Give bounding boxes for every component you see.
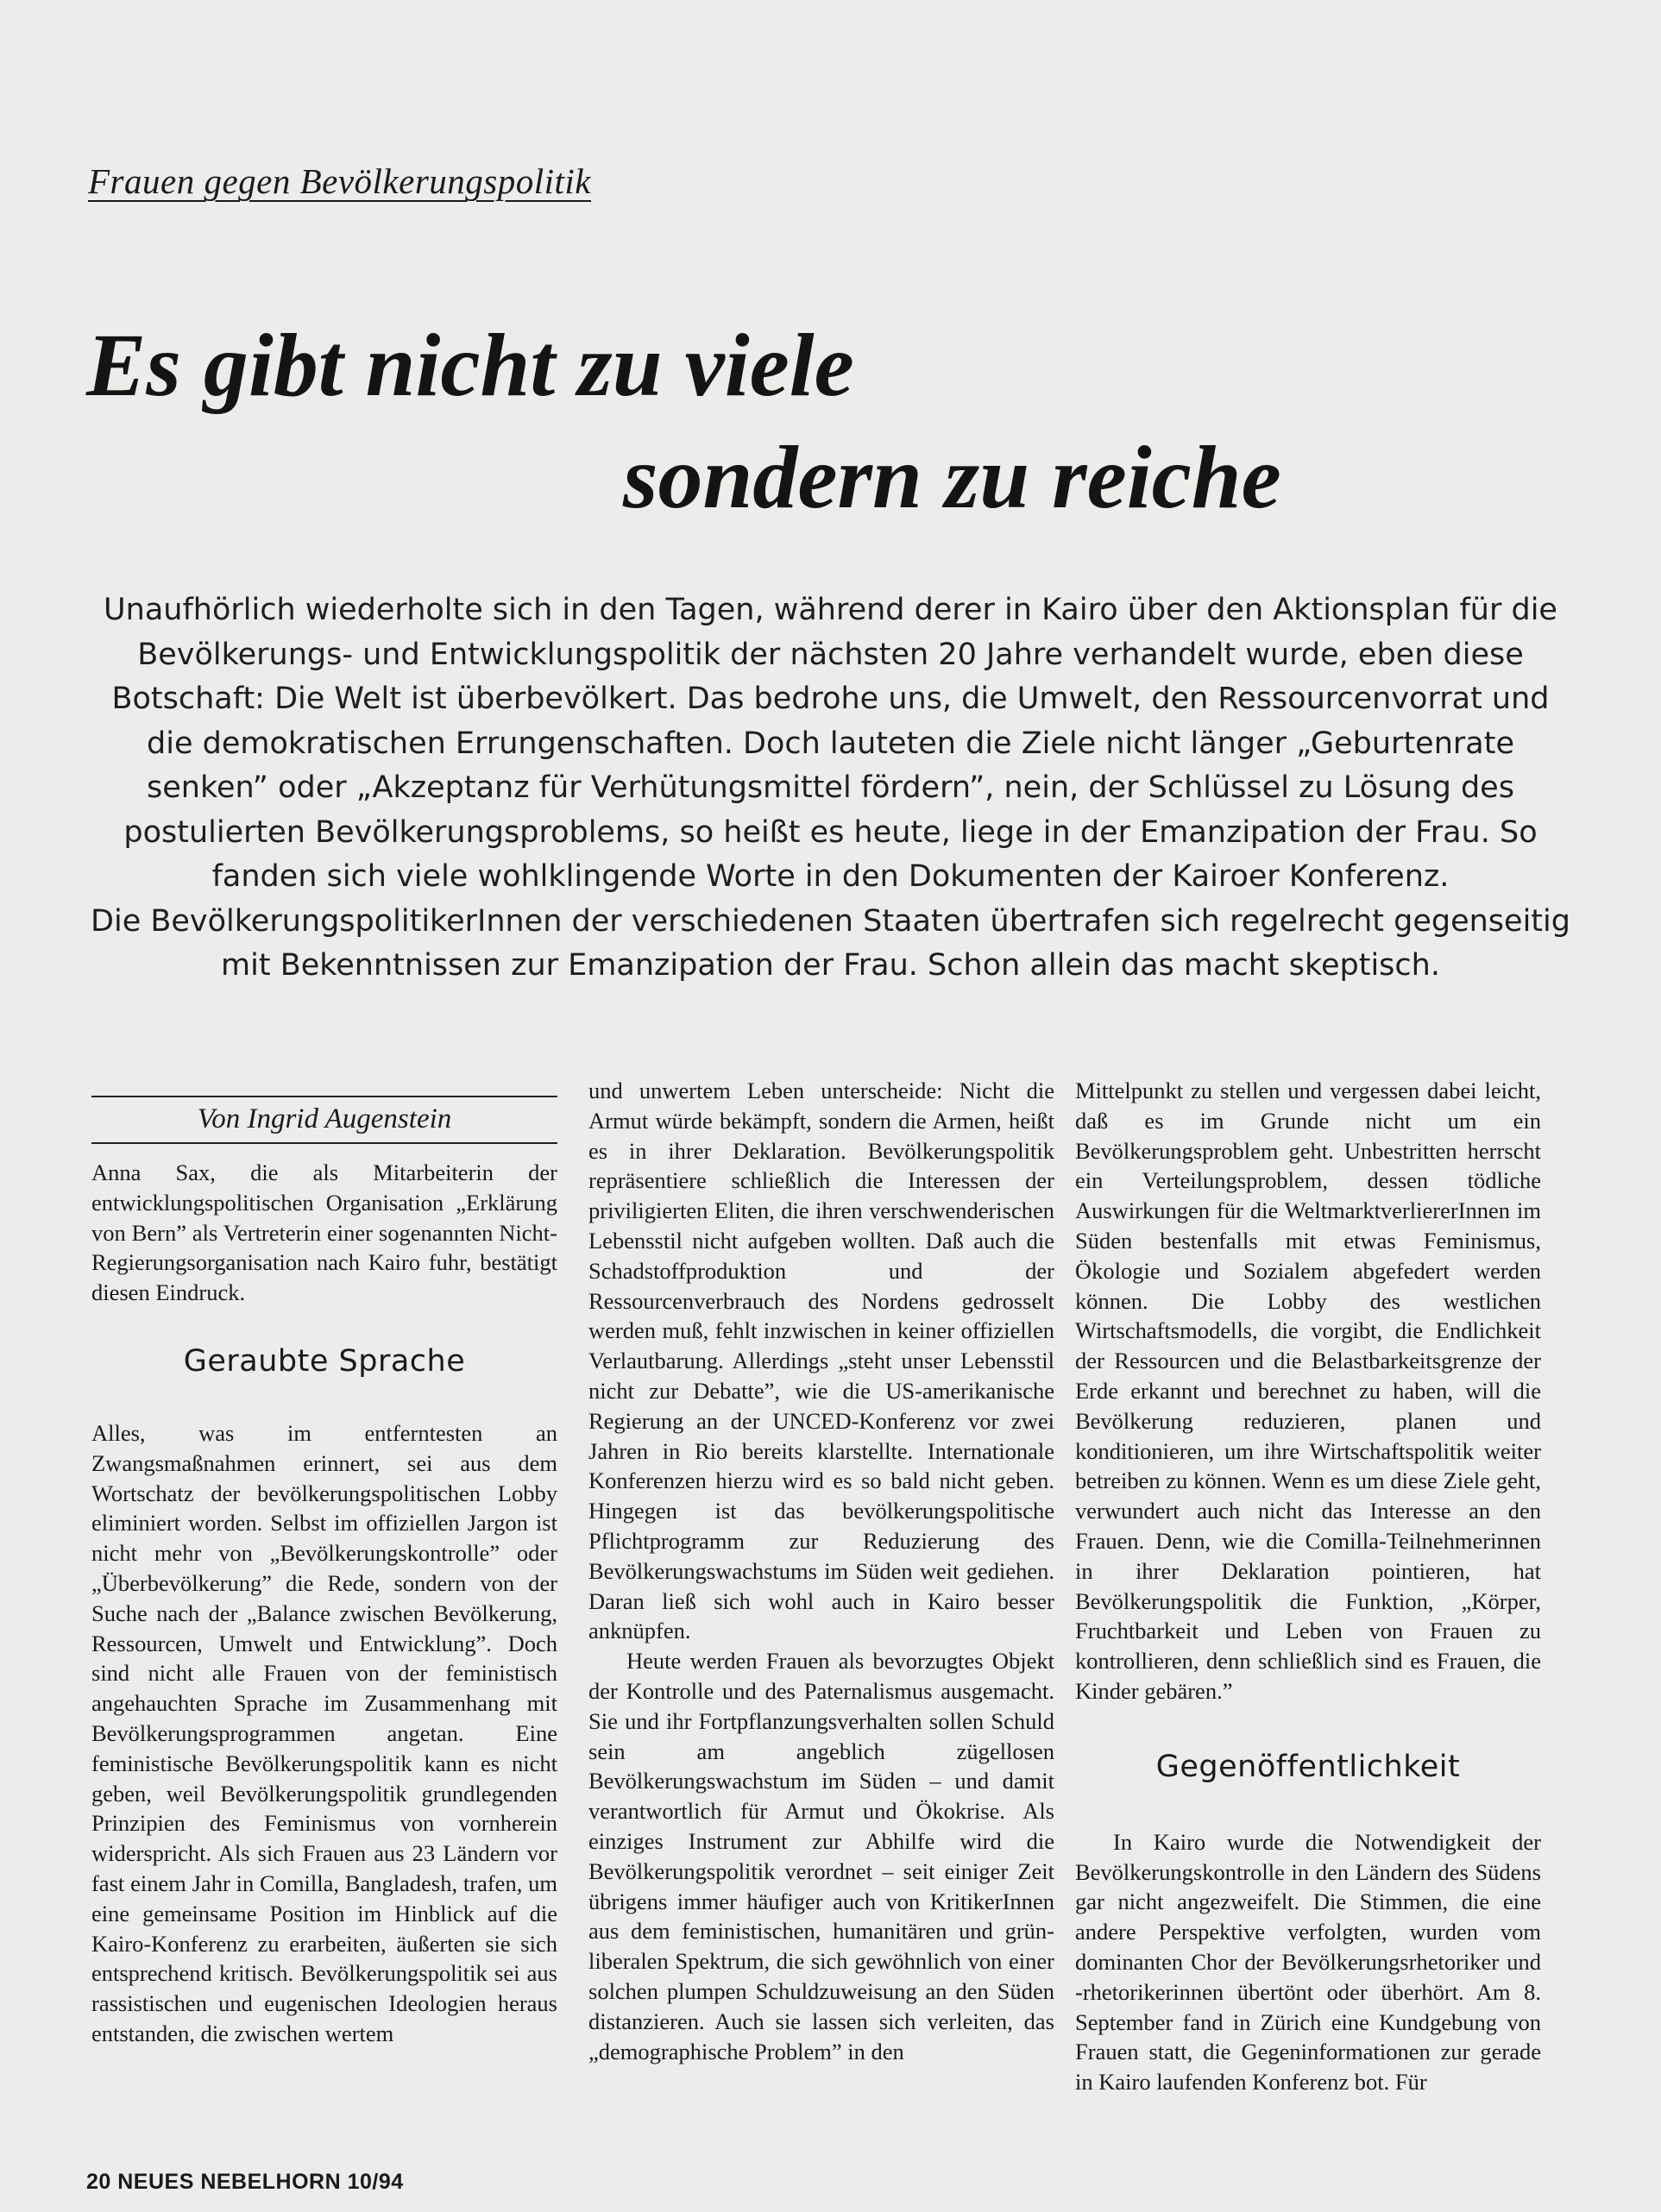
article-column-1: [91, 1076, 557, 2049]
body-paragraph: In Kairo wurde die Notwendigkeit der Bevölkerungskontrolle in den Ländern des Südens gar nicht angezweifelt. Die Stimmen, die eine andere Perspektive verfolgten, wurden vom dominanten Chor der Bevölkerungsrhetoriker und -rhetorikerinnen übertönt oder überhört. Am 8. September fand in Zürich eine Kundgebung von Frauen statt, die Gegeninformationen zur gerade in Kairo laufenden Konferenz bot. Für: [1075, 1828, 1541, 2096]
subheading-gegenoeffentlichkeit: Gegenöffentlichkeit: [1155, 1749, 1461, 1784]
body-paragraph: Mittelpunkt zu stellen und vergessen dabei leicht, daß es im Grunde nicht um ein Bevölkerungsproblem geht. Unbestritten herrscht ein Verteilungsproblem, dessen tödliche Auswirkungen für die WeltmarktverliererInnen im Süden bestenfalls mit etwas Feminismus, Ökologie und Sozialem abgefedert werden können. Die Lobby des westlichen Wirtschaftsmodells, die vorgibt, die Endlichkeit der Ressourcen und die Belastbarkeitsgrenze der Erde erkannt und berechnet zu haben, will die Bevölkerung reduzieren, planen und konditionieren, um ihre Wirtschaftspolitik weiter betreiben zu können. Wenn es um diese Ziele geht, verwundert auch nicht das Interesse an den Frauen. Denn, wie die Comilla-Teilnehmerinnen in ihrer Deklaration pointieren, hat Bevölkerungspolitik die Funktion, „Körper, Fruchtbarkeit und Leben von Frauen zu kontrollieren, denn schließlich sind es Frauen, die Kinder gebären.”: [1075, 1078, 1541, 1704]
headline-line-2: sondern zu reiche: [623, 428, 1281, 527]
page-footer: 20 NEUES NEBELHORN 10/94: [86, 2170, 404, 2194]
subheading-geraubte-sprache: Geraubte Sprache: [183, 1343, 466, 1379]
headline-line-1: Es gibt nicht zu viele: [86, 316, 854, 415]
body-paragraph: Alles, was im entferntesten an Zwangsmaßnahmen erinnert, sei aus dem Wortschatz der bevölkerungspolitischen Lobby eliminiert worden. Selbst im offiziellen Jargon ist nicht mehr von „Bevölkerungskontrolle” oder „Überbevölkerung” die Rede, sondern von der Suche nach der „Balance zwischen Bevölkerung, Ressourcen, Umwelt und Entwicklung”. Doch sind nicht alle Frauen von der feministisch angehauchten Sprache im Zusammenhang mit Bevölkerungsprogrammen angetan. Eine feministische Bevölkerungspolitik kann es nicht geben, weil Bevölkerungspolitik grundlegenden Prinzipien des Feminismus von vornherein widerspricht. Als sich Frauen aus 23 Ländern vor fast einem Jahr in Comilla, Bangladesh, trafen, um eine gemeinsame Position im Hinblick auf die Kairo-Konferenz zu erarbeiten, äußerten sie sich entsprechend kritisch. Bevölkerungspolitik sei aus rassistischen und eugenischen Ideologien heraus entstanden, die zwischen wertem: [91, 1419, 557, 2046]
lead-text-1: Unaufhörlich wiederholte sich in den Tagen, während derer in Kairo über den Aktionsplan für die Bevölkerungs- und Entwicklungspolitik der nächsten 20 Jahre verhandelt wurde, eben diese Botschaft: Die Welt ist überbevölkert. Das bedrohe uns, die Umwelt, den Ressourcenvorrat und die demokratischen Errungenschaften. Doch lauteten die Ziele nicht länger „Geburtenrate senken” oder „Akzeptanz für Verhütungsmittel fördern”, nein, der Schlüssel zu Lösung des postulierten Bevölkerungsproblems, so heißt es heute, liege in der Emanzipation der Frau. So fanden sich viele wohlklingende Worte in den Dokumenten der Kairoer Konferenz.: [104, 593, 1557, 894]
intro-paragraph: Anna Sax, die als Mitarbeiterin der entwicklungspolitischen Organisation „Erklärung von Bern” als Vertreterin einer sogenannten Nicht-Regierungsorganisation nach Kairo fuhr, bestätigt diesen Eindruck.: [91, 1159, 557, 1306]
byline: Von Ingrid Augenstein: [91, 1099, 557, 1144]
body-paragraph: und unwertem Leben unterscheide: Nicht die Armut würde bekämpft, sondern die Armen, heißt es in ihrer Deklaration. Bevölkerungspolitik repräsentiere schließlich die Interessen der priviligierten Eliten, die ihren verschwenderischen Lebensstil nicht aufgeben wollten. Daß auch die Schadstoffproduktion und der Ressourcenverbrauch des Nordens gedrosselt werden muß, fehlt inzwischen in keiner offiziellen Verlautbarung. Allerdings „steht unser Lebensstil nicht zur Debatte”, wie die US-amerikanische Regierung an der UNCED-Konferenz vor zwei Jahren in Rio bereits klarstellte. Internationale Konferenzen hierzu wird es so bald nicht geben. Hingegen ist das bevölkerungspolitische Pflichtprogramm zur Reduzierung des Bevölkerungswachstums im Süden weit gediehen. Daran ließ sich wohl auch in Kairo besser anknüpfen.: [588, 1078, 1054, 1644]
section-kicker: Frauen gegen Bevölkerungspolitik: [88, 161, 591, 201]
body-paragraph: Heute werden Frauen als bevorzugtes Objekt der Kontrolle und des Paternalismus ausgemacht. Sie und ihr Fortpflanzungsverhalten sollen Schuld sein am angeblich zügellosen Bevölkerungswachstum im Süden – und damit verantwortlich für Armut und Ökokrise. Als einziges Instrument zur Abhilfe wird die Bevölkerungspolitik verordnet – seit einiger Zeit übrigens immer häufiger auch von KritikerInnen aus dem feministischen, humanitären und grün-liberalen Spektrum, die sich gewöhnlich von einer solchen plumpen Schuldzuweisung an den Süden distanzieren. Auch sie lassen sich verleiten, das „demographische Problem” in den: [588, 1648, 1054, 2064]
article-column-3: [1075, 1076, 1541, 2097]
byline-rule: [91, 1096, 557, 1097]
lead-paragraph: [91, 588, 1570, 989]
lead-text-2: Die BevölkerungspolitikerInnen der verschiedenen Staaten übertrafen sich regelrecht gegenseitig mit Bekenntnissen zur Emanzipation der Frau. Schon allein das macht skeptisch.: [91, 903, 1570, 983]
article-column-2: [588, 1076, 1054, 2066]
